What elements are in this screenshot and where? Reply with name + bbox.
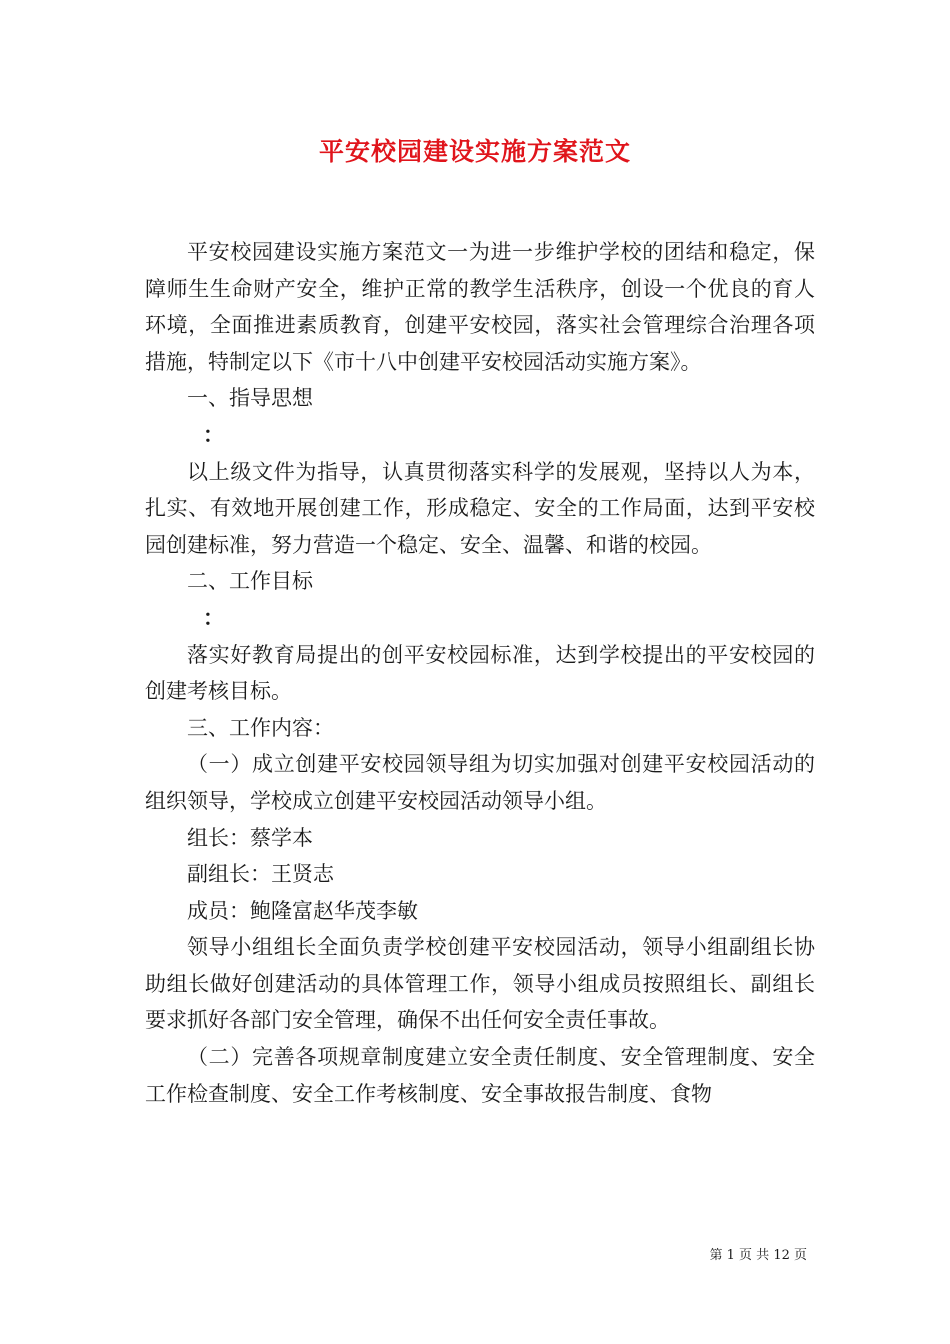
paragraph-guiding-thought: 以上级文件为指导，认真贯彻落实科学的发展观，坚持以人为本，扎实、有效地开展创建工作，形成稳定、安全的工作局面，达到平安校园创建标准，努力营造一个稳定、安全、温馨、和谐的校园。 bbox=[145, 459, 815, 557]
page-number: 第 1 页 共 12 页 bbox=[709, 1248, 807, 1263]
heading-work-content: 三、工作内容： bbox=[187, 715, 334, 740]
paragraph-leadership-group: （一）成立创建平安校园领导组为切实加强对创建平安校园活动的组织领导，学校成立创建平安校园活动领导小组。 bbox=[145, 752, 815, 813]
paragraph-intro: 平安校园建设实施方案范文一为进一步维护学校的团结和稳定，保障师生生命财产安全，维护正常的教学生活秩序，创设一个优良的育人环境，全面推进素质教育，创建平安校园，落实社会管理综合治理各项措施，特制定以下《市十八中创建平安校园活动实施方案》。 bbox=[145, 240, 815, 374]
heading-colon: ： bbox=[203, 421, 224, 447]
heading-colon: ： bbox=[203, 604, 224, 630]
line-group-leader: 组长：蔡学本 bbox=[187, 825, 313, 850]
paragraph-work-goal: 落实好教育局提出的创平安校园标准，达到学校提出的平安校园的创建考核目标。 bbox=[145, 642, 815, 704]
line-deputy-leader: 副组长：王贤志 bbox=[187, 862, 334, 887]
heading-work-goal: 二、工作目标 bbox=[187, 569, 313, 594]
paragraph-regulations: （二）完善各项规章制度建立安全责任制度、安全管理制度、安全工作检查制度、安全工作考核制度、安全事故报告制度、食物 bbox=[145, 1045, 815, 1106]
paragraph-responsibilities: 领导小组组长全面负责学校创建平安校园活动，领导小组副组长协助组长做好创建活动的具体管理工作，领导小组成员按照组长、副组长要求抓好各部门安全管理，确保不出任何安全责任事故。 bbox=[145, 935, 815, 1033]
heading-guiding-thought: 一、指导思想 bbox=[187, 386, 313, 411]
line-members: 成员：鲍隆富赵华茂李敏 bbox=[187, 898, 418, 923]
document-body bbox=[145, 234, 815, 1112]
document-title: 平安校园建设实施方案范文 bbox=[318, 137, 631, 166]
